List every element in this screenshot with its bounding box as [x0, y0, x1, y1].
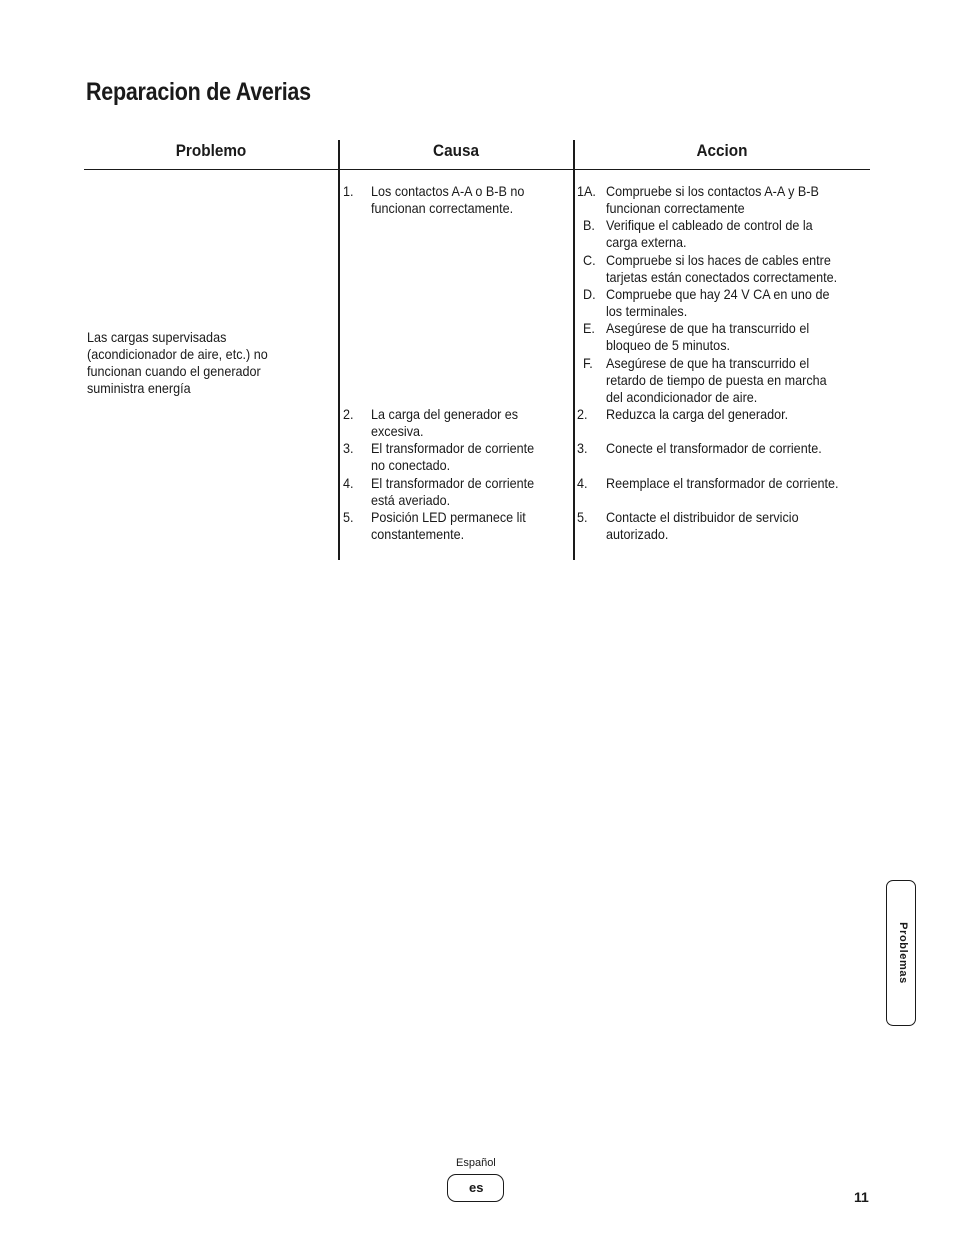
action-number: E. — [583, 320, 595, 336]
cause-text: constantemente. — [371, 526, 465, 542]
action-text: del acondicionador de aire. — [606, 389, 758, 405]
problem-line: funcionan cuando el generador — [87, 363, 261, 379]
action-text: Asegúrese de que ha transcurrido el — [606, 355, 810, 371]
action-text: Verifique el cableado de control de la — [606, 217, 813, 233]
action-text: retardo de tiempo de puesta en marcha — [606, 372, 827, 388]
cause-text: La carga del generador es — [371, 406, 519, 422]
action-number: F. — [583, 355, 593, 371]
action-number: 1A. — [577, 183, 596, 199]
cause-text: Posición LED permanece lit — [371, 509, 526, 525]
action-text: funcionan correctamente — [606, 200, 745, 216]
action-text: autorizado. — [606, 526, 669, 542]
problem-line: suministra energía — [87, 380, 191, 396]
action-number: B. — [583, 217, 595, 233]
cause-text: está averiado. — [371, 492, 451, 508]
cause-text: Los contactos A-A o B-B no — [371, 183, 525, 199]
language-label: Español — [456, 1157, 496, 1169]
action-text: Reduzca la carga del generador. — [606, 406, 789, 422]
cause-number: 1. — [343, 183, 354, 199]
action-number: 2. — [577, 406, 588, 422]
header-divider — [84, 169, 870, 170]
column-divider-1 — [338, 140, 340, 560]
cause-text: funcionan correctamente. — [371, 200, 514, 216]
action-text: tarjetas están conectados correctamente. — [606, 269, 838, 285]
language-code: es — [469, 1180, 484, 1195]
action-number: D. — [583, 286, 596, 302]
header-action: Accion — [696, 141, 748, 160]
header-cause: Causa — [433, 141, 479, 160]
action-number: C. — [583, 252, 596, 268]
page-title: Reparacion de Averias — [86, 78, 311, 106]
section-tab-label: Problemas — [897, 922, 909, 984]
action-text: Compruebe si los contactos A-A y B-B — [606, 183, 819, 199]
cause-text: no conectado. — [371, 457, 451, 473]
action-text: Compruebe que hay 24 V CA en uno de — [606, 286, 830, 302]
action-text: los terminales. — [606, 303, 688, 319]
cause-number: 4. — [343, 475, 354, 491]
action-text: carga externa. — [606, 234, 687, 250]
column-divider-2 — [573, 140, 575, 560]
problem-line: Las cargas supervisadas — [87, 329, 227, 345]
action-number: 5. — [577, 509, 588, 525]
action-number: 3. — [577, 440, 588, 456]
cause-text: El transformador de corriente — [371, 475, 535, 491]
action-text: Asegúrese de que ha transcurrido el — [606, 320, 810, 336]
action-text: bloqueo de 5 minutos. — [606, 337, 730, 353]
action-number: 4. — [577, 475, 588, 491]
cause-number: 5. — [343, 509, 354, 525]
cause-number: 3. — [343, 440, 354, 456]
page-number: 11 — [854, 1189, 869, 1205]
cause-text: excesiva. — [371, 423, 424, 439]
problem-line: (acondicionador de aire, etc.) no — [87, 346, 268, 362]
action-text: Reemplace el transformador de corriente. — [606, 475, 839, 491]
action-text: Compruebe si los haces de cables entre — [606, 252, 831, 268]
header-problem: Problemo — [175, 141, 247, 160]
action-text: Contacte el distribuidor de servicio — [606, 509, 799, 525]
action-text: Conecte el transformador de corriente. — [606, 440, 822, 456]
cause-number: 2. — [343, 406, 354, 422]
cause-text: El transformador de corriente — [371, 440, 535, 456]
